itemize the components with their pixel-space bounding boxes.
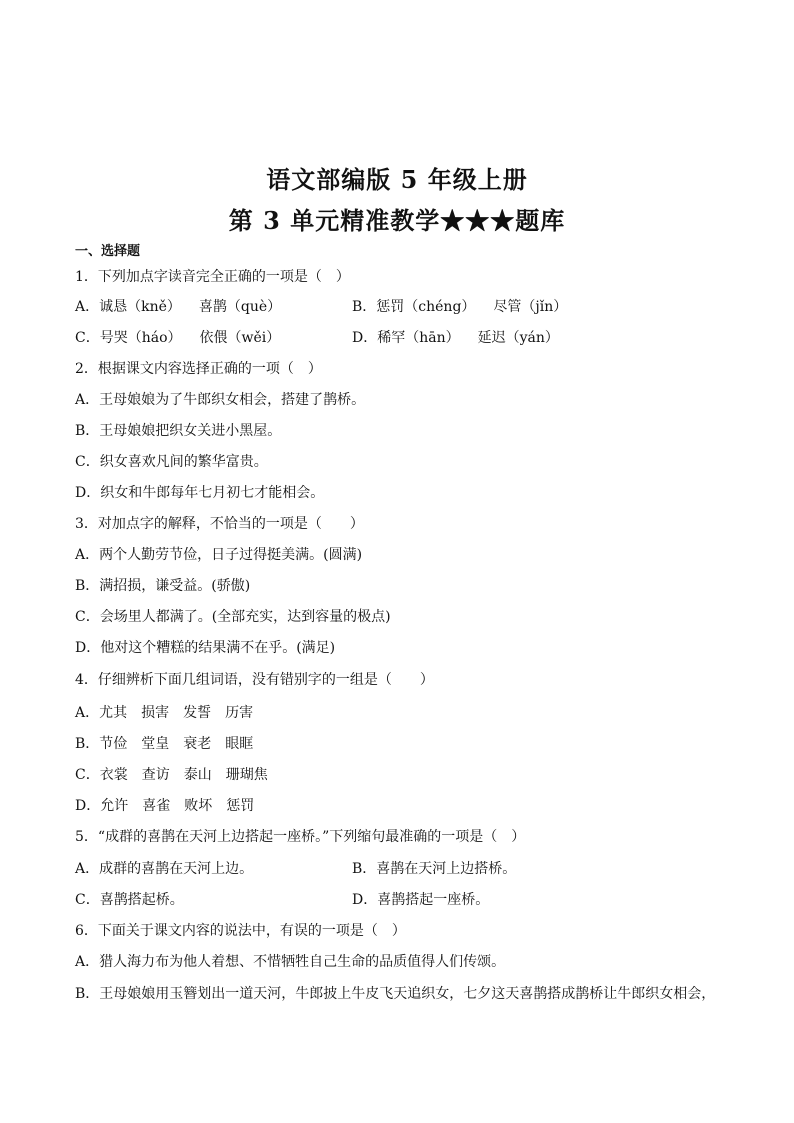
q4-d-word2: 喜雀 <box>142 798 171 814</box>
q1-option-a-word1: A．诚恳（kně） <box>75 299 181 315</box>
q1-option-d-word1: D．稀罕（hān） <box>352 330 460 346</box>
q1-option-b <box>352 298 567 316</box>
document-title: 语文部编版 5 年级上册 <box>266 165 528 194</box>
q4-b-word1: B．节俭 <box>75 736 128 752</box>
section-heading: 一、选择题 <box>75 244 141 259</box>
q4-a-word2: 损害 <box>141 705 170 721</box>
q1-option-c <box>75 329 280 347</box>
q3-option-c: C．会场里人都满了。(全部充实，达到容量的极点) <box>75 609 391 625</box>
q1-option-d <box>352 329 559 347</box>
q2-option-c: C．织女喜欢凡间的繁华富贵。 <box>75 454 268 470</box>
q2-option-d: D．织女和牛郎每年七月初七才能相会。 <box>75 485 325 501</box>
q1-option-b-word1: B．惩罚（chéng） <box>352 299 476 315</box>
q1-option-c-word2: 依偎（wěi） <box>199 330 281 346</box>
q2-option-a: A．王母娘娘为了牛郎织女相会，搭建了鹊桥。 <box>75 392 366 408</box>
q4-b-word4: 眼眶 <box>225 736 254 752</box>
q4-c-word4: 珊瑚焦 <box>225 767 268 783</box>
q4-c-word1: C．衣裳 <box>75 767 128 783</box>
q6-option-a: A．猎人海力布为他人着想、不惜牺牲自己生命的品质值得人们传颂。 <box>75 954 506 970</box>
question-4-stem: 4．仔细辨析下面几组词语，没有错别字的一组是（ ） <box>75 672 434 688</box>
q5-option-d: D．喜鹊搭起一座桥。 <box>352 892 490 908</box>
q3-option-d: D．他对这个糟糕的结果满不在乎。(满足) <box>75 640 336 656</box>
q4-b-word3: 衰老 <box>183 736 212 752</box>
q4-d-word4: 惩罚 <box>226 798 255 814</box>
q1-option-b-word2: 尽管（jǐn） <box>493 299 568 315</box>
q1-option-a <box>75 298 281 316</box>
q6-option-b: B．王母娘娘用玉簪划出一道天河，牛郎披上牛皮飞天追织女，七夕这天喜鹊搭成鹊桥让牛郎织女相会， <box>75 986 716 1002</box>
q4-c-word2: 查访 <box>141 767 170 783</box>
document-subtitle: 第 3 单元精准教学★★★题库 <box>228 206 566 235</box>
question-5-stem: 5．“成群的喜鹊在天河上边搭起一座桥。”下列缩句最准确的一项是（ ） <box>75 829 526 845</box>
question-6-stem: 6．下面关于课文内容的说法中，有误的一项是（ ） <box>75 923 406 939</box>
q1-option-a-word2: 喜鹊（què） <box>198 299 282 315</box>
q4-option-b <box>75 735 253 753</box>
q4-d-word1: D．允许 <box>75 798 129 814</box>
question-3-stem: 3．对加点字的解释，不恰当的一项是（ ） <box>75 516 364 532</box>
q4-a-word4: 历害 <box>225 705 254 721</box>
q1-option-d-word2: 延迟（yán） <box>477 330 559 346</box>
q4-d-word3: 败坏 <box>184 798 213 814</box>
q1-option-c-word1: C．号哭（háo） <box>75 330 182 346</box>
q4-option-a <box>75 704 253 722</box>
q4-option-c <box>75 766 268 784</box>
q5-option-c: C．喜鹊搭起桥。 <box>75 892 184 908</box>
q2-option-b: B．王母娘娘把织女关进小黑屋。 <box>75 423 282 439</box>
question-1-stem: 1．下列加点字读音完全正确的一项是（ ） <box>75 269 350 285</box>
q3-option-a: A．两个人勤劳节俭，日子过得挺美满。(圆满) <box>75 547 363 563</box>
q5-option-a: A．成群的喜鹊在天河上边。 <box>75 861 254 877</box>
q4-b-word2: 堂皇 <box>141 736 170 752</box>
question-2-stem: 2．根据课文内容选择正确的一项（ ） <box>75 361 322 377</box>
q5-option-b: B．喜鹊在天河上边搭桥。 <box>352 861 517 877</box>
q4-option-d <box>75 797 254 815</box>
q3-option-b: B．满招损，谦受益。(骄傲) <box>75 578 251 594</box>
q4-a-word1: A．尤其 <box>75 705 128 721</box>
q4-a-word3: 发誓 <box>183 705 212 721</box>
q4-c-word3: 泰山 <box>183 767 212 783</box>
